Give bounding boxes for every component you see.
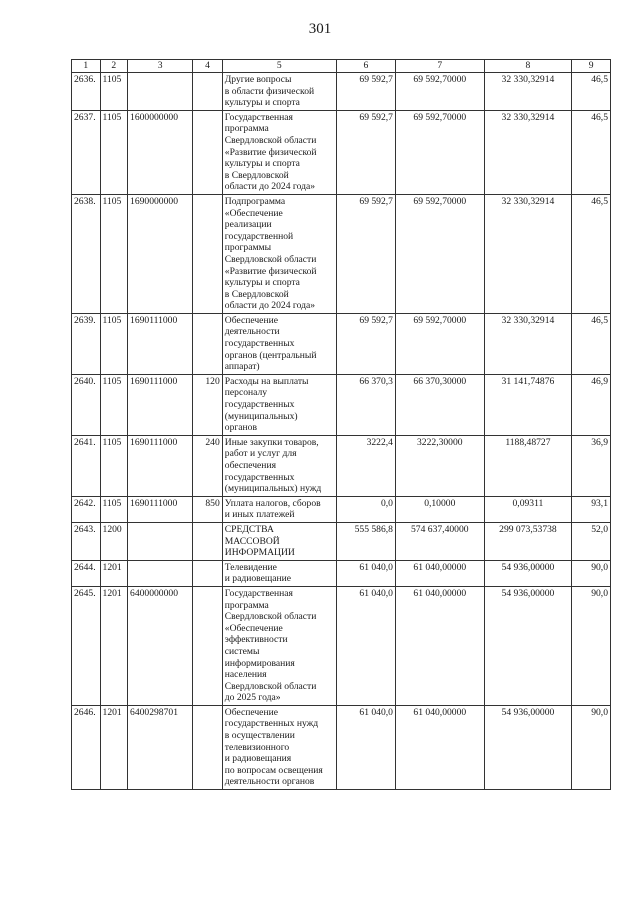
target-article-code: [128, 73, 193, 111]
expense-name: Обеспечение деятельности государственных органов (центральный аппарат): [222, 313, 336, 374]
row-number: 2643.: [72, 522, 101, 560]
row-number: 2642.: [72, 496, 101, 522]
target-article-code: 6400000000: [128, 586, 193, 705]
executed-amount: 31 141,74876: [484, 374, 572, 435]
expense-type-code: [193, 110, 223, 194]
table-row: [72, 313, 611, 374]
expense-type-code: [193, 73, 223, 111]
row-number: 2640.: [72, 374, 101, 435]
section-code: 1105: [100, 435, 128, 496]
section-code: 1201: [100, 705, 128, 789]
target-article-code: [128, 522, 193, 560]
planned-amount: 61 040,0: [336, 560, 395, 586]
planned-amount-exact: 66 370,30000: [395, 374, 484, 435]
expense-name: Расходы на выплаты персоналу государственных (муниципальных) органов: [222, 374, 336, 435]
section-code: 1201: [100, 586, 128, 705]
expense-type-code: 120: [193, 374, 223, 435]
planned-amount: 69 592,7: [336, 313, 395, 374]
planned-amount: 69 592,7: [336, 194, 395, 313]
column-header-2: 2: [100, 60, 128, 73]
expense-name: Государственная программа Свердловской области «Развитие физической культуры и спорта в Свердловской области до 2024 года»: [222, 110, 336, 194]
expense-type-code: [193, 586, 223, 705]
execution-percent: 46,5: [572, 194, 611, 313]
expense-name: Другие вопросы в области физической культуры и спорта: [222, 73, 336, 111]
target-article-code: 1690111000: [128, 496, 193, 522]
table-body: [72, 73, 611, 790]
planned-amount: 69 592,7: [336, 110, 395, 194]
expense-name: Телевидение и радиовещание: [222, 560, 336, 586]
planned-amount-exact: 3222,30000: [395, 435, 484, 496]
executed-amount: 54 936,00000: [484, 586, 572, 705]
execution-percent: 46,5: [572, 73, 611, 111]
expense-name: СРЕДСТВА МАССОВОЙ ИНФОРМАЦИИ: [222, 522, 336, 560]
expense-name: Обеспечение государственных нужд в осуществлении телевизионного и радиовещания по вопросам освещения деятельности органов: [222, 705, 336, 789]
expense-type-code: [193, 560, 223, 586]
table-row: [72, 110, 611, 194]
section-code: 1201: [100, 560, 128, 586]
execution-percent: 52,0: [572, 522, 611, 560]
row-number: 2645.: [72, 586, 101, 705]
column-header-5: 5: [222, 60, 336, 73]
target-article-code: 1690111000: [128, 313, 193, 374]
row-number: 2638.: [72, 194, 101, 313]
table-row: [72, 705, 611, 789]
target-article-code: 1690000000: [128, 194, 193, 313]
column-header-6: 6: [336, 60, 395, 73]
execution-percent: 90,0: [572, 705, 611, 789]
target-article-code: 6400298701: [128, 705, 193, 789]
row-number: 2637.: [72, 110, 101, 194]
table-row: [72, 522, 611, 560]
row-number: 2639.: [72, 313, 101, 374]
planned-amount: 69 592,7: [336, 73, 395, 111]
section-code: 1105: [100, 496, 128, 522]
section-code: 1105: [100, 313, 128, 374]
row-number: 2641.: [72, 435, 101, 496]
planned-amount: 3222,4: [336, 435, 395, 496]
planned-amount: 61 040,0: [336, 705, 395, 789]
planned-amount-exact: 69 592,70000: [395, 73, 484, 111]
executed-amount: 32 330,32914: [484, 73, 572, 111]
planned-amount-exact: 61 040,00000: [395, 586, 484, 705]
expense-type-code: [193, 522, 223, 560]
table-row: [72, 496, 611, 522]
column-header-4: 4: [193, 60, 223, 73]
table-row: [72, 586, 611, 705]
planned-amount: 0,0: [336, 496, 395, 522]
executed-amount: 32 330,32914: [484, 313, 572, 374]
section-code: 1105: [100, 110, 128, 194]
column-header-3: 3: [128, 60, 193, 73]
table-header-row: [72, 60, 611, 73]
row-number: 2646.: [72, 705, 101, 789]
table-row: [72, 73, 611, 111]
table-row: [72, 374, 611, 435]
target-article-code: 1690111000: [128, 374, 193, 435]
expense-type-code: [193, 194, 223, 313]
planned-amount: 61 040,0: [336, 586, 395, 705]
column-header-1: 1: [72, 60, 101, 73]
section-code: 1105: [100, 374, 128, 435]
execution-percent: 90,0: [572, 560, 611, 586]
executed-amount: 299 073,53738: [484, 522, 572, 560]
execution-percent: 90,0: [572, 586, 611, 705]
execution-percent: 46,9: [572, 374, 611, 435]
planned-amount-exact: 69 592,70000: [395, 194, 484, 313]
table-row: [72, 560, 611, 586]
section-code: 1105: [100, 194, 128, 313]
expense-name: Иные закупки товаров, работ и услуг для обеспечения государственных (муниципальных) нужд: [222, 435, 336, 496]
column-header-9: 9: [572, 60, 611, 73]
expense-name: Уплата налогов, сборов и иных платежей: [222, 496, 336, 522]
target-article-code: [128, 560, 193, 586]
execution-percent: 36,9: [572, 435, 611, 496]
executed-amount: 32 330,32914: [484, 110, 572, 194]
execution-percent: 93,1: [572, 496, 611, 522]
target-article-code: 1690111000: [128, 435, 193, 496]
planned-amount: 66 370,3: [336, 374, 395, 435]
executed-amount: 32 330,32914: [484, 194, 572, 313]
section-code: 1105: [100, 73, 128, 111]
executed-amount: 0,09311: [484, 496, 572, 522]
row-number: 2644.: [72, 560, 101, 586]
execution-percent: 46,5: [572, 313, 611, 374]
table-row: [72, 194, 611, 313]
expense-type-code: [193, 705, 223, 789]
planned-amount: 555 586,8: [336, 522, 395, 560]
executed-amount: 54 936,00000: [484, 560, 572, 586]
budget-table: [71, 59, 611, 790]
table-row: [72, 435, 611, 496]
row-number: 2636.: [72, 73, 101, 111]
expense-type-code: 850: [193, 496, 223, 522]
executed-amount: 54 936,00000: [484, 705, 572, 789]
planned-amount-exact: 574 637,40000: [395, 522, 484, 560]
expense-name: Подпрограмма «Обеспечение реализации государственной программы Свердловской области «Развитие физической культуры и спорта в Свердловской области до 2024 года»: [222, 194, 336, 313]
execution-percent: 46,5: [572, 110, 611, 194]
column-header-7: 7: [395, 60, 484, 73]
target-article-code: 1600000000: [128, 110, 193, 194]
section-code: 1200: [100, 522, 128, 560]
planned-amount-exact: 61 040,00000: [395, 705, 484, 789]
planned-amount-exact: 69 592,70000: [395, 313, 484, 374]
expense-type-code: [193, 313, 223, 374]
expense-type-code: 240: [193, 435, 223, 496]
column-header-8: 8: [484, 60, 572, 73]
executed-amount: 1188,48727: [484, 435, 572, 496]
page-number: 301: [308, 21, 332, 37]
planned-amount-exact: 69 592,70000: [395, 110, 484, 194]
planned-amount-exact: 61 040,00000: [395, 560, 484, 586]
planned-amount-exact: 0,10000: [395, 496, 484, 522]
expense-name: Государственная программа Свердловской области «Обеспечение эффективности системы информирования населения Свердловской области до 2025 года»: [222, 586, 336, 705]
